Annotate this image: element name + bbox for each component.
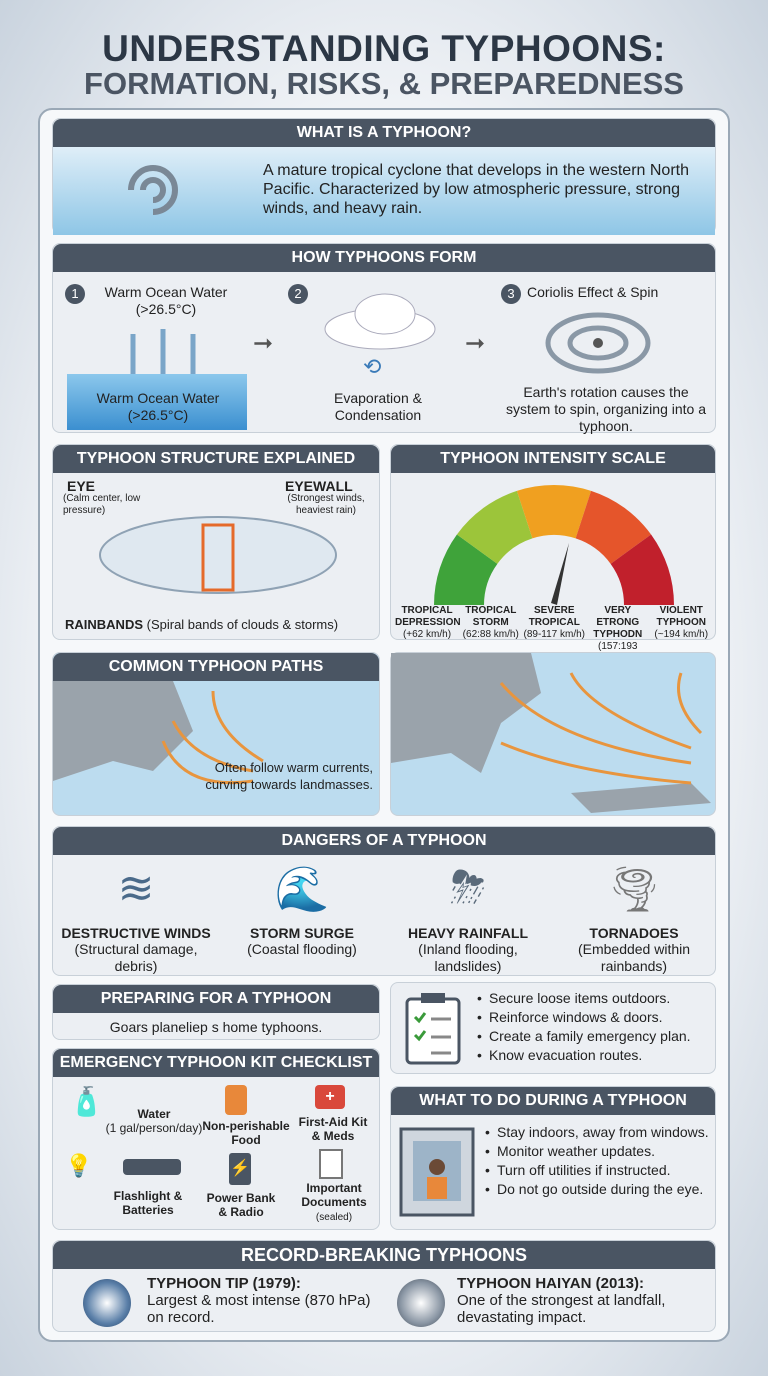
preparing-checklist [390, 982, 716, 1074]
danger-item [219, 863, 385, 975]
section-header: TYPHOON INTENSITY SCALE [391, 445, 715, 473]
bulb-pills-icon: 💡 [65, 1153, 93, 1178]
danger-item [53, 863, 219, 975]
dangers-section [52, 826, 716, 976]
document-icon [319, 1149, 343, 1179]
records-section [52, 1240, 716, 1332]
preparing-list [475, 989, 691, 1065]
eye-description: (Calm center, low pressure) [63, 493, 141, 516]
rising-heat-arrows-icon [123, 324, 203, 374]
level-range: (62:88 km/h) [462, 629, 519, 640]
step-caption: Warm Ocean Water (>26.5°C) [96, 390, 220, 423]
section-header: EMERGENCY TYPHOON KIT CHECKLIST [53, 1049, 379, 1077]
power-bank-icon: ⚡ [229, 1153, 251, 1185]
what-is-section [52, 118, 716, 234]
danger-title: HEAVY RAINFALL [407, 925, 529, 941]
eyewall-label: EYEWALL [285, 478, 353, 494]
kit-item-title: Important Documents [301, 1181, 367, 1209]
list-item: • Monitor weather updates. [483, 1142, 711, 1161]
level-name: SEVERE TROPICAL [528, 605, 580, 628]
level-range: (+62 km/h) [402, 629, 452, 640]
person-sheltering-icon [399, 1127, 475, 1217]
satellite-typhoon-image [83, 1279, 131, 1327]
first-aid-icon: + [315, 1085, 345, 1109]
list-item: • Reinforce windows & doors. [475, 1008, 691, 1027]
kit-item-water [99, 1107, 209, 1135]
paths-map-left [52, 652, 380, 816]
kit-item-title: Power Bank & Radio [206, 1191, 276, 1219]
structure-section [52, 444, 380, 640]
level-range: (157:193 [598, 641, 638, 652]
step-title: Warm Ocean Water (>26.5°C) [104, 284, 228, 317]
wind-icon: ≋ [117, 864, 155, 913]
danger-item [551, 863, 717, 975]
list-item: • Do not go outside during the eye. [483, 1180, 711, 1199]
kit-item-desc: (sealed) [315, 1212, 353, 1223]
step-caption: Evaporation & Condensation [334, 390, 422, 423]
kit-item-desc: (1 gal/person/day) [105, 1121, 203, 1135]
kit-item-title: Water [137, 1107, 171, 1121]
flashlight-icon [123, 1159, 181, 1175]
record-title: TYPHOON TIP (1979): [147, 1275, 301, 1292]
danger-title: DESTRUCTIVE WINDS [61, 925, 211, 941]
section-header: PREPARING FOR A TYPHOON [53, 985, 379, 1013]
clipboard-checklist-icon [403, 993, 463, 1065]
step-title: Coriolis Effect & Spin [527, 284, 659, 300]
kit-item-title: Non-perishable Food [202, 1119, 290, 1147]
typhoon-paths-map [53, 681, 381, 817]
level-range: (~194 km/h) [654, 629, 709, 640]
danger-title: TORNADOES [589, 925, 679, 941]
water-bottle-icon: 🧴 [69, 1086, 104, 1117]
kit-item-title: First-Aid Kit & Meds [298, 1115, 368, 1143]
page-title: UNDERSTANDING TYPHOONS: [102, 28, 666, 69]
danger-item [385, 863, 551, 975]
list-item: • Know evacuation routes. [475, 1046, 691, 1065]
eye-label: EYE [67, 478, 96, 494]
record-desc: One of the strongest at landfall, devastating impact. [457, 1292, 666, 1326]
list-item: • Secure loose items outdoors. [475, 989, 691, 1008]
kit-section [52, 1048, 380, 1230]
intensity-gauge [429, 483, 679, 608]
during-section [390, 1086, 716, 1230]
list-item: • Turn off utilities if instructed. [483, 1161, 711, 1180]
danger-desc: (Structural damage, debris) [74, 941, 198, 974]
cloud-icon [315, 289, 445, 359]
section-header: RECORD-BREAKING TYPHOONS [53, 1241, 715, 1269]
danger-desc: (Coastal flooding) [247, 941, 357, 957]
arrow-icon: ➞ [465, 330, 486, 357]
page-subtitle: FORMATION, RISKS, & PREPAREDNESS [84, 66, 684, 101]
cyclone-icon [113, 155, 193, 225]
level-name: VIOLENT TYPHOON [656, 605, 706, 628]
intensity-section [390, 444, 716, 652]
paths-note: Often follow warm currents, curving towards landmasses. [205, 760, 373, 792]
level-range: (89-117 km/h) [523, 629, 585, 640]
spiral-storm-icon [538, 306, 658, 381]
list-item: • Stay indoors, away from windows. [483, 1123, 711, 1142]
tornado-icon: 🌪 [606, 865, 662, 914]
step-number: 1 [65, 284, 85, 304]
arrow-icon: ➞ [253, 330, 274, 357]
formation-section [52, 243, 716, 433]
section-header: TYPHOON STRUCTURE EXPLAINED [53, 445, 379, 473]
step-number: 2 [288, 284, 308, 304]
record-desc: Largest & most intense (870 hPa) on record. [147, 1292, 371, 1326]
record-title: TYPHOON HAIYAN (2013): [457, 1275, 644, 1292]
satellite-typhoon-image [397, 1279, 445, 1327]
list-item: • Create a family emergency plan. [475, 1027, 691, 1046]
eyewall-description: (Strongest winds, heaviest rain) [287, 493, 365, 516]
step-number: 3 [501, 284, 521, 304]
level-name: TROPICAL STORM [465, 605, 517, 628]
record-haiyan [457, 1275, 707, 1326]
rainbands-description: (Spiral bands of clouds & storms) [146, 617, 339, 632]
cycle-arrows-icon: ⟲ [363, 354, 382, 379]
paths-map-right [390, 652, 716, 816]
rain-cloud-icon: ⛈ [450, 863, 486, 912]
what-is-text: A mature tropical cyclone that develops in the western North Pacific. Characterized by low atmospheric pressure, strong winds, and heavy rain. [263, 162, 689, 217]
kit-item-documents [289, 1181, 379, 1225]
section-header: WHAT TO DO DURING A TYPHOON [391, 1087, 715, 1115]
section-header: DANGERS OF A TYPHOON [53, 827, 715, 855]
step-caption: Earth's rotation causes the system to spin, organizing into a typhoon. [506, 384, 706, 434]
section-header: HOW TYPHOONS FORM [53, 244, 715, 272]
canned-food-icon [225, 1085, 247, 1115]
gauge-needle [551, 543, 569, 605]
rainbands-title: RAINBANDS [65, 617, 143, 632]
danger-desc: (Inland flooding, landslides) [418, 941, 518, 974]
danger-title: STORM SURGE [250, 925, 354, 941]
record-tip [147, 1275, 377, 1326]
section-header: COMMON TYPHOON PATHS [53, 653, 379, 681]
rainbands-label [65, 617, 338, 632]
wave-icon: 🌊 [274, 865, 330, 914]
level-name: TROPICAL DEPRESSION [395, 605, 461, 628]
kit-item-title: Flashlight & Batteries [113, 1189, 183, 1217]
typhoon-paths-map [391, 653, 717, 817]
danger-desc: (Embedded within rainbands) [577, 941, 691, 974]
preparing-text: Goars planeliep s home typhoons. [109, 1019, 323, 1035]
section-header: WHAT IS A TYPHOON? [53, 119, 715, 147]
preparing-section [52, 984, 380, 1040]
during-list [483, 1123, 711, 1199]
level-name: VERY ETRONG TYPHODN [593, 605, 643, 640]
